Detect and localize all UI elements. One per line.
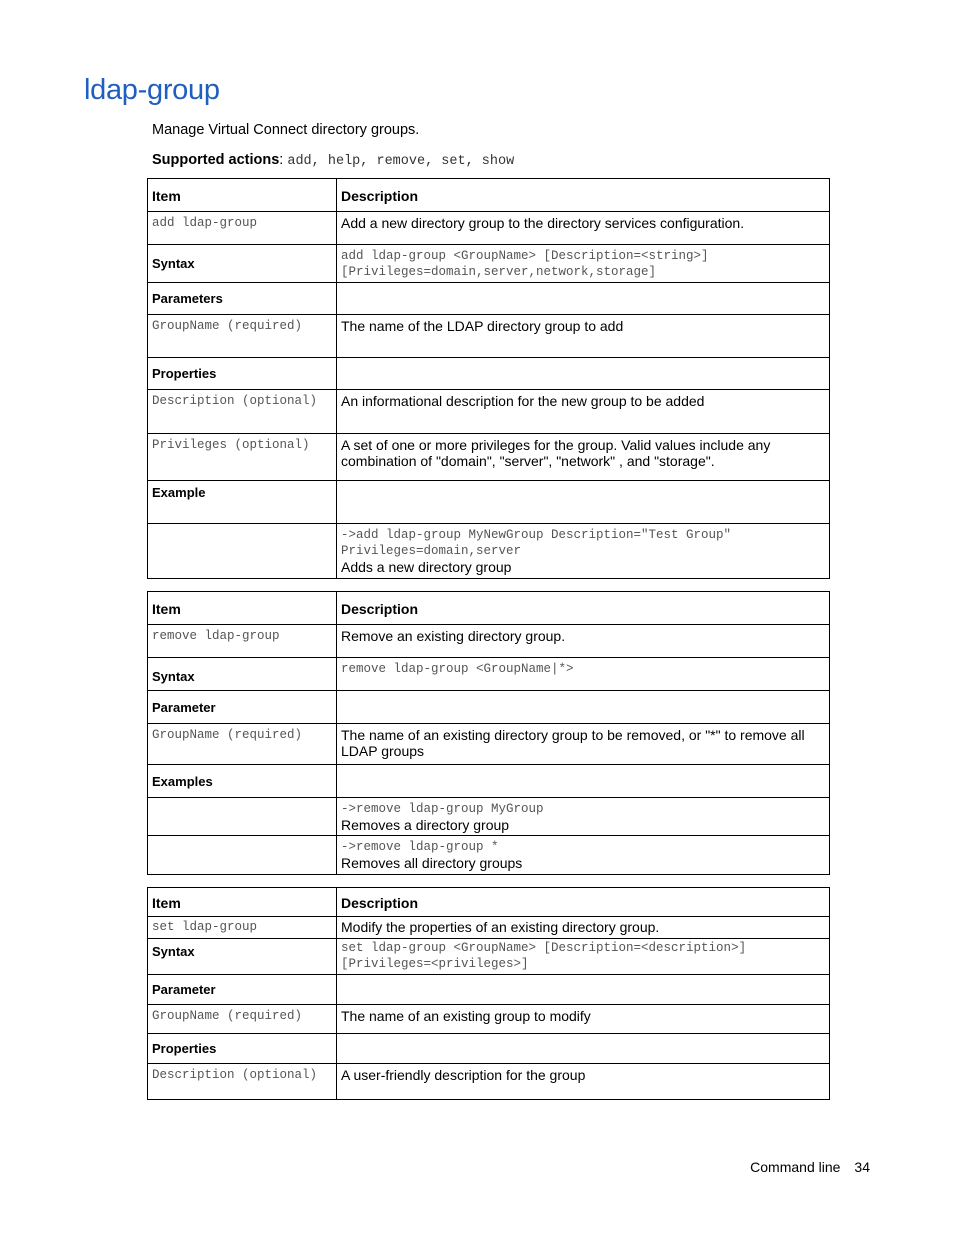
table-row bbox=[148, 691, 830, 724]
table-header-row bbox=[148, 179, 830, 212]
parameter-name-cell: GroupName (required) bbox=[148, 724, 337, 765]
item-header: Item bbox=[148, 888, 337, 917]
parameters-label: Parameters bbox=[148, 283, 337, 315]
empty-cell bbox=[337, 975, 830, 1005]
table-header-row bbox=[148, 592, 830, 625]
intro-text: Manage Virtual Connect directory groups. bbox=[152, 122, 420, 138]
example-command: ->remove ldap-group MyGroup bbox=[341, 802, 544, 816]
empty-cell bbox=[337, 283, 830, 315]
command-cell: remove ldap-group bbox=[148, 625, 337, 658]
remove-ldap-group-table bbox=[147, 591, 830, 875]
property-name-cell: Description (optional) bbox=[148, 390, 337, 434]
table-row bbox=[148, 245, 830, 283]
supported-actions bbox=[152, 152, 514, 169]
empty-cell bbox=[148, 524, 337, 579]
page-footer bbox=[750, 1159, 870, 1175]
property-name-cell: Description (optional) bbox=[148, 1064, 337, 1100]
table-row bbox=[148, 212, 830, 245]
command-cell: set ldap-group bbox=[148, 917, 337, 939]
table-row bbox=[148, 524, 830, 579]
property-description-cell: A set of one or more privileges for the group. Valid values include any combination of "domain", "server", "network" , and "storage". bbox=[337, 434, 830, 481]
supported-actions-values: add, help, remove, set, show bbox=[287, 154, 515, 169]
empty-cell bbox=[148, 836, 337, 875]
empty-cell bbox=[337, 481, 830, 524]
properties-label: Properties bbox=[148, 1034, 337, 1064]
empty-cell bbox=[148, 798, 337, 836]
table-row bbox=[148, 283, 830, 315]
table-row bbox=[148, 658, 830, 691]
property-name-cell: Privileges (optional) bbox=[148, 434, 337, 481]
item-header: Item bbox=[148, 592, 337, 625]
table-row bbox=[148, 390, 830, 434]
description-header: Description bbox=[337, 179, 830, 212]
properties-label: Properties bbox=[148, 358, 337, 390]
syntax-label: Syntax bbox=[148, 245, 337, 283]
parameter-description-cell: The name of an existing group to modify bbox=[337, 1005, 830, 1034]
syntax-cell: set ldap-group <GroupName> [Description=<description>] [Privileges=<privileges>] bbox=[337, 939, 830, 975]
example-description: Adds a new directory group bbox=[341, 559, 512, 575]
parameter-description-cell: The name of the LDAP directory group to add bbox=[337, 315, 830, 358]
table-row bbox=[148, 798, 830, 836]
page-number: 34 bbox=[854, 1159, 870, 1175]
table-row bbox=[148, 434, 830, 481]
page-title: ldap-group bbox=[84, 74, 220, 106]
table-row bbox=[148, 625, 830, 658]
example-description: Removes all directory groups bbox=[341, 855, 523, 871]
table-row bbox=[148, 315, 830, 358]
empty-cell bbox=[337, 691, 830, 724]
footer-section: Command line bbox=[750, 1159, 841, 1175]
table-row bbox=[148, 1064, 830, 1100]
table-row bbox=[148, 975, 830, 1005]
empty-cell bbox=[337, 765, 830, 798]
parameter-name-cell: GroupName (required) bbox=[148, 315, 337, 358]
table-row bbox=[148, 481, 830, 524]
add-ldap-group-table bbox=[147, 178, 830, 579]
table-header-row bbox=[148, 888, 830, 917]
table-row bbox=[148, 765, 830, 798]
description-cell: Add a new directory group to the directory services configuration. bbox=[337, 212, 830, 245]
table-row bbox=[148, 1034, 830, 1064]
syntax-cell: add ldap-group <GroupName> [Description=<string>] [Privileges=domain,server,network,storage] bbox=[337, 245, 830, 283]
parameter-description-cell: The name of an existing directory group to be removed, or "*" to remove all LDAP groups bbox=[337, 724, 830, 765]
description-header: Description bbox=[337, 592, 830, 625]
supported-actions-label: Supported actions bbox=[152, 152, 280, 168]
description-cell: Remove an existing directory group. bbox=[337, 625, 830, 658]
parameter-name-cell: GroupName (required) bbox=[148, 1005, 337, 1034]
examples-label: Examples bbox=[148, 765, 337, 798]
table-row bbox=[148, 939, 830, 975]
example-command: ->remove ldap-group * bbox=[341, 840, 499, 854]
parameter-label: Parameter bbox=[148, 691, 337, 724]
table-row bbox=[148, 917, 830, 939]
example-description: Removes a directory group bbox=[341, 817, 510, 833]
example-cell bbox=[337, 524, 830, 579]
empty-cell bbox=[337, 1034, 830, 1064]
example-cell bbox=[337, 798, 830, 836]
syntax-label: Syntax bbox=[148, 939, 337, 975]
command-cell: add ldap-group bbox=[148, 212, 337, 245]
table-row bbox=[148, 836, 830, 875]
property-description-cell: A user-friendly description for the group bbox=[337, 1064, 830, 1100]
item-header: Item bbox=[148, 179, 337, 212]
empty-cell bbox=[337, 358, 830, 390]
example-label: Example bbox=[148, 481, 337, 524]
table-row bbox=[148, 1005, 830, 1034]
syntax-label: Syntax bbox=[148, 658, 337, 691]
set-ldap-group-table bbox=[147, 887, 830, 1100]
example-command: ->add ldap-group MyNewGroup Description="Test Group" Privileges=domain,server bbox=[341, 528, 732, 558]
table-row bbox=[148, 724, 830, 765]
description-cell: Modify the properties of an existing directory group. bbox=[337, 917, 830, 939]
supported-actions-sep: : bbox=[279, 152, 284, 168]
description-header: Description bbox=[337, 888, 830, 917]
table-row bbox=[148, 358, 830, 390]
parameter-label: Parameter bbox=[148, 975, 337, 1005]
syntax-cell: remove ldap-group <GroupName|*> bbox=[337, 658, 830, 691]
property-description-cell: An informational description for the new group to be added bbox=[337, 390, 830, 434]
example-cell bbox=[337, 836, 830, 875]
